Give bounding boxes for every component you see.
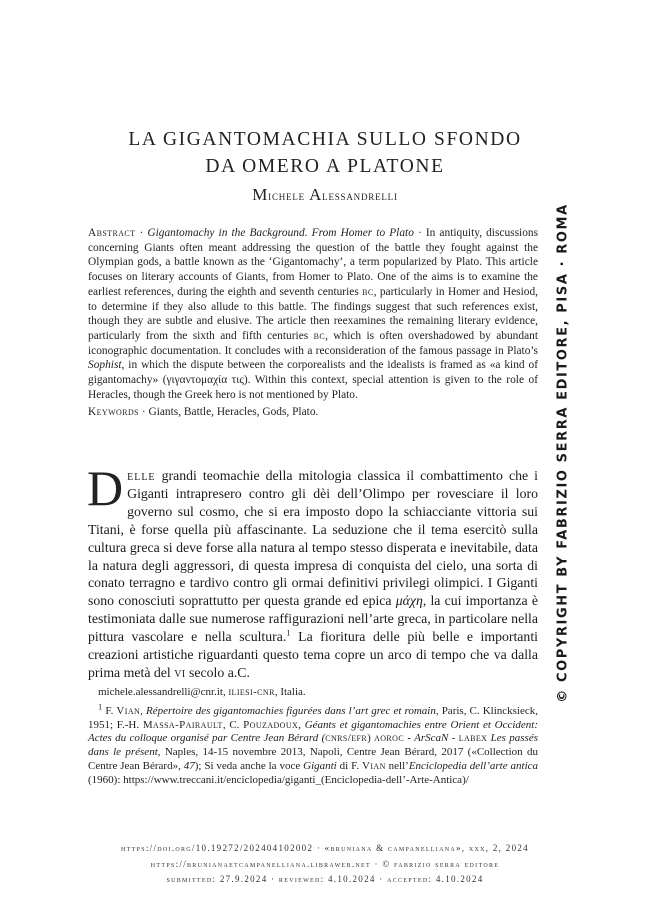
keywords: Keywords · Giants, Battle, Heracles, Gods, Plato. [88, 406, 319, 419]
abstract [88, 226, 538, 420]
abstract-title: Gigantomachy in the Background. From Homer to Plato [147, 227, 414, 239]
body-paragraph: Delle grandi teomachie della mitologia classica il combattimento che i Giganti intrapresero contro gli dèi dell’Olimpo per rovesciare il loro governo sul cosmo, che si era imposto dopo la schiacciante vittoria sui Titani, è forse quella più affascinante. La seduzione che il tema esercitò sulla cultura greca si deve forse alla natura al tempo stesso disperata e inevitabile, data la natura degli aggressori, di questa impresa di conquista del cielo, una sorta di conato terragno e tardivo contro gli ormai definitivi privilegi olimpici. I Giganti sono conosciuti soprattutto per questa grande ed epica μάχη, la cui importanza è testimoniata dalle sue numerose raffigurazioni nell’arte greca, in particolare nella pittura vascolare e nella scultura.$^1$ La fioritura delle più belle e importanti creazioni artistiche riguardanti questo tema copre un arco di tempo che va dalla prima metà del vi secolo a.C. [87, 460, 538, 680]
drop-cap: D [87, 460, 124, 516]
keywords-label: Keywords [88, 406, 139, 419]
author-email[interactable]: michele.alessandrelli@cnr.it, [98, 686, 229, 698]
body-text [87, 460, 538, 682]
footer-url-line[interactable]: https://brunianaetcampanelliana.libraweb.net · © fabrizio serra editore [150, 858, 500, 869]
footnote-ref-1[interactable]: 1 [286, 627, 291, 638]
abstract-paragraph: Abstract · Gigantomachy in the Background. From Homer to Plato · In antiquity, discussions concerning Giants often meant addressing the question of the battle they fought against the Olympian gods, a battle known as the ‘Gigantomachy’, a term popularized by Plato. This article focuses on literary accounts of Giants, from Homer to Plato. One of the aims is to examine the earliest references, during the eighth and seventh centuries bc, particularly in Homer and Hesiod, to determine if they also allude to this battle. The findings suggest that such references exist, though they are subtle and elusive. The article then reexamines the remaining literary evidence, particularly from the sixth and fifth centuries bc, which is often overshadowed by abundant iconographic documentation. It concludes with a reconsideration of the famous passage in Plato’s Sophist, in which the dispute between the corporealists and the idealists is framed as «a kind of gigantomachy» (γιγαντομαχία τις). Within this context, special attention is given to the role of Heracles, though the Greek hero is not mentioned by Plato. [88, 227, 539, 401]
author-name: Michele Alessandrelli [252, 185, 398, 204]
author-contact: michele.alessandrelli@cnr.it, iliesi-cnr, Italia. [98, 686, 306, 698]
keywords-list: Giants, Battle, Heracles, Gods, Plato. [148, 406, 319, 419]
abstract-label: Abstract [88, 227, 136, 239]
footer-doi-line[interactable]: https://doi.org/10.19272/202404102002 · «bruniana & campanelliana», xxx, 2, 2024 [121, 843, 529, 853]
copyright-notice: © COPYRIGHT BY FABRIZIO SERRA EDITORE, PISA · ROMA [555, 203, 571, 703]
article-title-line-1: LA GIGANTOMACHIA SULLO SFONDO [128, 129, 522, 150]
page-footer [0, 841, 650, 888]
footer-dates-line: submitted: 27.9.2024 · reviewed: 4.10.2024 · accepted: 4.10.2024 [166, 874, 484, 884]
footnote-1: $^1$ F. Vian, Répertoire des gigantomachies figurées dans l’art grec et romain, Paris, C. Klincksieck, 1951; F.-H. Massa-Pairault, C. Pouzadoux, Géants et gigantomachies entre Orient et Occident: Actes du colloque organisé par Centre Jean Bérard (cnrs/efr) aoroc - ArScaN - labex Les passés dans le présent, Naples, 14-15 novembre 2013, Napoli, Centre Jean Bérard, 2017 («Collection du Centre Jean Bérard», 47); Si veda anche la voce Giganti di F. Vian nell’Enciclopedia dell’arte antica (1960): https://www.treccani.it/enciclopedia/giganti_(Enciclopedia-dell’-Arte-Antica)/ [88, 701, 539, 786]
copyright-sidebar [552, 203, 574, 703]
footnotes [88, 686, 538, 788]
treccani-link[interactable]: (1960): https://www.treccani.it/enciclopedia/giganti_(Enciclopedia-dell’-Arte-Antica)/ [88, 773, 469, 786]
article-title-line-2: DA OMERO A PLATONE [205, 156, 445, 177]
article-title [0, 126, 650, 180]
